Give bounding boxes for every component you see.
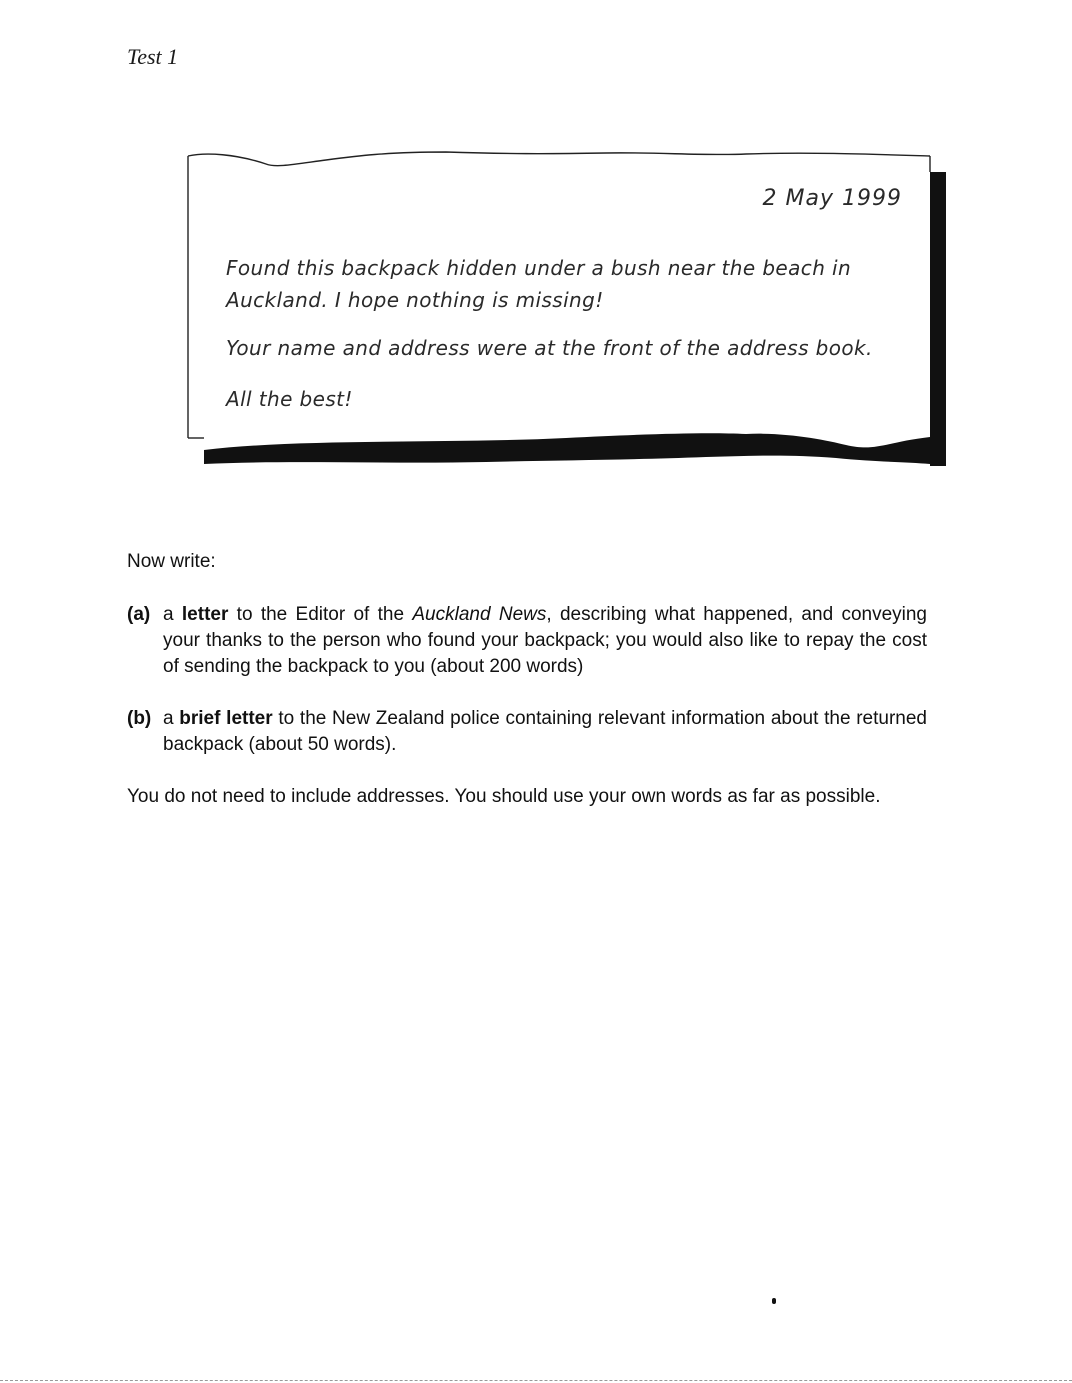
item-content: a letter to the Editor of the Auckland News, describing what happened, and conveying your thanks to the person who found your backpack; you would also like to repay the cost of sending the backpack to you (about 200 words) <box>163 604 927 677</box>
bold-term: letter <box>181 604 229 625</box>
page-edge-line <box>0 1380 1072 1382</box>
bold-term: brief letter <box>179 708 273 729</box>
instructions-intro: Now write: <box>127 551 216 572</box>
newspaper-name: Auckland News <box>412 604 547 625</box>
instructions-closing: You do not need to include addresses. You should use your own words as far as possible. <box>127 786 881 807</box>
task-item-a <box>127 602 927 680</box>
task-item-b <box>127 706 927 758</box>
page-header: Test 1 <box>127 44 179 69</box>
item-marker: (a) <box>127 604 151 625</box>
item-content: a brief letter to the New Zealand police containing relevant information about the returned backpack (about 50 words). <box>163 708 927 755</box>
note-line: Auckland. I hope nothing is missing! <box>226 288 604 312</box>
note-line: Found this backpack hidden under a bush near the beach in <box>226 256 852 280</box>
handwritten-note <box>186 142 948 472</box>
note-paragraph-2: Your name and address were at the front of the address book. <box>226 336 873 360</box>
note-paragraph-1 <box>226 252 851 316</box>
note-sign-off: All the best! <box>226 387 353 411</box>
item-marker: (b) <box>127 708 152 729</box>
note-date: 2 May 1999 <box>762 186 902 211</box>
scan-speck <box>772 1298 776 1304</box>
